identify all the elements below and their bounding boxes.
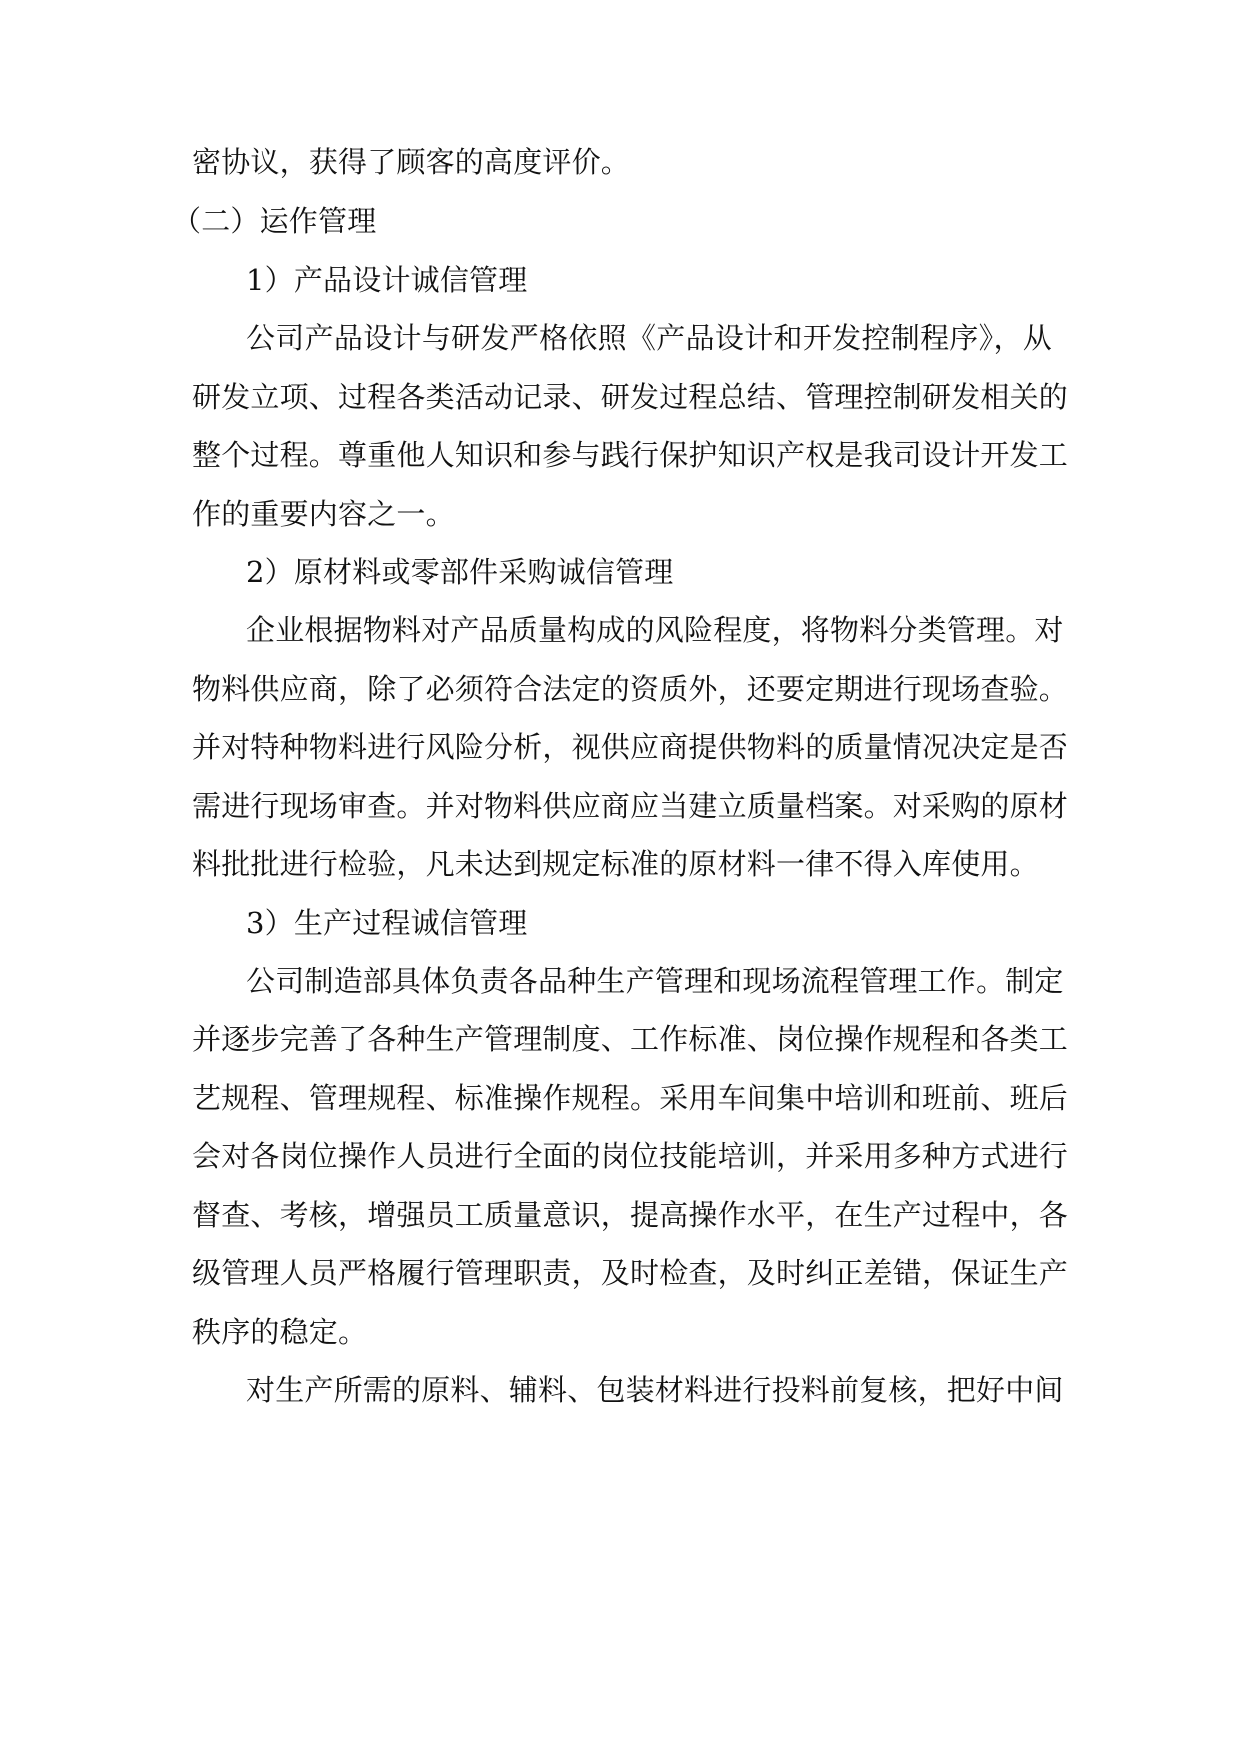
paragraph-line: 督查、考核，增强员工质量意识，提高操作水平，在生产过程中，各 [192, 1198, 1069, 1232]
paragraph-line: 需进行现场审查。并对物料供应商应当建立质量档案。对采购的原材 [192, 789, 1069, 823]
paragraph-line: 物料供应商，除了必须符合法定的资质外，还要定期进行现场查验。 [192, 672, 1069, 706]
paragraph-line: 企业根据物料对产品质量构成的风险程度，将物料分类管理。对 [246, 613, 1064, 647]
subsection-heading: 3）生产过程诚信管理 [246, 906, 528, 940]
paragraph-line: 并对特种物料进行风险分析，视供应商提供物料的质量情况决定是否 [192, 730, 1069, 764]
subsection-heading: 1）产品设计诚信管理 [246, 263, 528, 297]
subsection-heading: 2）原材料或零部件采购诚信管理 [246, 555, 674, 589]
paragraph-line: 整个过程。尊重他人知识和参与践行保护知识产权是我司设计开发工 [192, 438, 1069, 472]
paragraph-line: 级管理人员严格履行管理职责，及时检查，及时纠正差错，保证生产 [192, 1256, 1069, 1290]
paragraph-line: 会对各岗位操作人员进行全面的岗位技能培训，并采用多种方式进行 [192, 1139, 1069, 1173]
paragraph-line: 研发立项、过程各类活动记录、研发过程总结、管理控制研发相关的 [192, 380, 1069, 414]
paragraph-line: 料批批进行检验，凡未达到规定标准的原材料一律不得入库使用。 [192, 847, 1039, 881]
paragraph-line: 公司制造部具体负责各品种生产管理和现场流程管理工作。制定 [246, 964, 1064, 998]
section-heading: （二）运作管理 [172, 204, 377, 238]
paragraph-line: 作的重要内容之一。 [192, 497, 455, 531]
paragraph-line: 对生产所需的原料、辅料、包装材料进行投料前复核，把好中间 [246, 1373, 1064, 1407]
paragraph-line: 秩序的稳定。 [192, 1315, 368, 1349]
paragraph-line: 并逐步完善了各种生产管理制度、工作标准、岗位操作规程和各类工 [192, 1022, 1069, 1056]
paragraph-line: 密协议，获得了顾客的高度评价。 [192, 145, 631, 179]
paragraph-line: 艺规程、管理规程、标准操作规程。采用车间集中培训和班前、班后 [192, 1081, 1069, 1115]
paragraph-line: 公司产品设计与研发严格依照《产品设计和开发控制程序》，从 [246, 321, 1052, 355]
